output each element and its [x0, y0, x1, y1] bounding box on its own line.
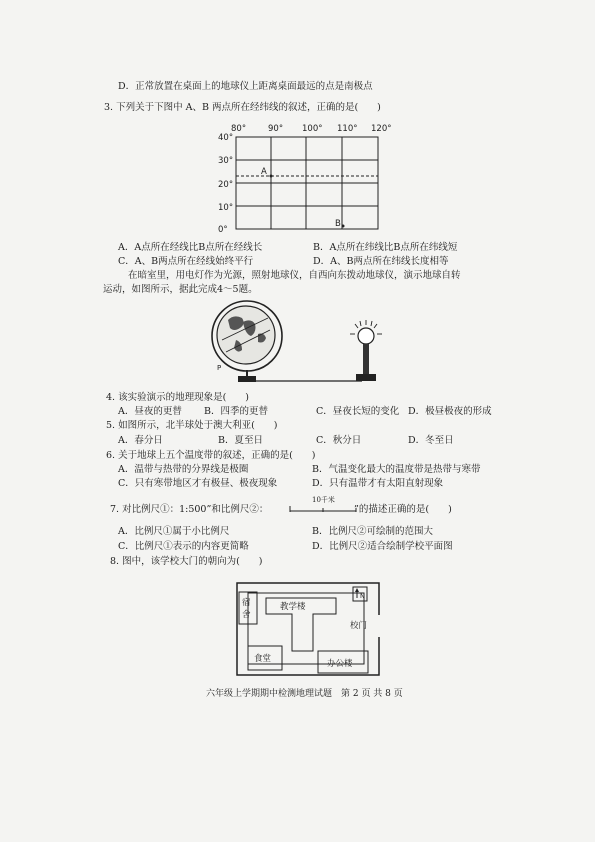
north-arrow-box — [353, 587, 367, 601]
lat-label: 10° — [218, 203, 234, 213]
q4-option-c: C．昼夜长短的变化 — [316, 406, 400, 417]
point-b-label: B — [335, 219, 341, 229]
lat-label: 0° — [218, 225, 228, 235]
q6-option-c: C．只有寒带地区才有极昼、极夜现象 — [118, 478, 278, 489]
q7-scale-label: 10千米 — [312, 496, 335, 504]
canteen-label: 食堂 — [254, 654, 272, 664]
q8-stem: 8. 图中，该学校大门的朝向为( ) — [110, 556, 263, 567]
q2-option-d: D．正常放置在桌面上的地球仪上距离桌面最远的点是南极点 — [118, 81, 373, 92]
q4-option-b: B．四季的更替 — [204, 406, 268, 417]
q6-option-d: D．只有温带才有太阳直射现象 — [312, 478, 444, 489]
q4-option-a: A．昼夜的更替 — [118, 406, 182, 417]
lamp-icon — [350, 320, 382, 381]
q6-option-b: B．气温变化最大的温度带是热带与寒带 — [312, 464, 481, 475]
dorm-label-2: 舍 — [242, 610, 251, 620]
lat-label: 20° — [218, 180, 234, 190]
point-b — [342, 225, 345, 228]
q6-option-a: A．温带与热带的分界线是极圈 — [118, 464, 249, 475]
lat-label: 40° — [218, 133, 234, 143]
q6-stem: 6. 关于地球上五个温度带的叙述，正确的是( ) — [106, 450, 316, 461]
lon-label: 90° — [268, 124, 284, 134]
q7-option-b: B．比例尺②可绘制的范围大 — [312, 526, 433, 537]
lon-label: 100° — [302, 124, 323, 134]
q3-option-c: C．A、B两点所在经线始终平行 — [118, 256, 254, 267]
teaching-label: 教学楼 — [280, 602, 306, 612]
lon-label: 110° — [337, 124, 358, 134]
q5-option-d: D．冬至日 — [408, 435, 454, 446]
q4-stem: 4. 该实验演示的地理现象是( ) — [106, 392, 249, 403]
q3-option-a: A．A点所在经线比B点所在经线长 — [118, 242, 263, 253]
q7-option-c: C．比例尺①表示的内容更简略 — [118, 541, 249, 552]
q7-option-a: A．比例尺①属于小比例尺 — [118, 526, 230, 537]
page-footer: 六年级上学期期中检测地理试题 第 2 页 共 8 页 — [206, 689, 403, 699]
q4-option-d: D．极昼极夜的形成 — [408, 406, 492, 417]
north-label: N — [360, 592, 365, 600]
q3-option-d: D．A、B两点所在纬线长度相等 — [313, 256, 449, 267]
canteen-building — [248, 646, 282, 670]
q5-option-c: C．秋分日 — [316, 435, 362, 446]
intro-line-2: 运动，如图所示，据此完成4～5题。 — [103, 284, 258, 295]
q5-stem: 5. 如图所示，北半球处于澳大利亚( ) — [106, 420, 278, 431]
q5-option-b: B．夏至日 — [218, 435, 263, 446]
office-label: 办公楼 — [327, 659, 353, 669]
lon-label: 120° — [371, 124, 392, 134]
q7-option-d: D．比例尺②适合绘制学校平面图 — [312, 541, 453, 552]
office-building — [318, 651, 368, 673]
teaching-building — [266, 598, 336, 651]
dorm-label-1: 宿 — [242, 598, 251, 608]
dorm-building — [239, 592, 257, 624]
lon-label: 80° — [231, 124, 247, 134]
q7-stem-start: 7. 对比例尺①：1:500”和比例尺②： — [110, 504, 269, 515]
q3-option-b: B．A点所在纬线比B点所在纬线短 — [313, 242, 458, 253]
q3-stem: 3. 下列关于下图中 A、B 两点所在经纬线的叙述，正确的是( ) — [104, 102, 381, 113]
point-a — [270, 175, 273, 178]
lat-label: 30° — [218, 156, 234, 166]
point-a-label: A — [261, 167, 267, 177]
grid-lines — [236, 137, 378, 229]
globe-icon — [212, 301, 282, 382]
q5-option-a: A．春分日 — [118, 435, 163, 446]
gate-label: 校门 — [350, 621, 368, 631]
q7-stem-end: ”的描述正确的是( ) — [354, 504, 452, 515]
intro-line-1: 在暗室里，用电灯作为光源，照射地球仪，自西向东拨动地球仪，演示地球自转 — [128, 270, 461, 281]
svg-text:P: P — [217, 364, 222, 372]
